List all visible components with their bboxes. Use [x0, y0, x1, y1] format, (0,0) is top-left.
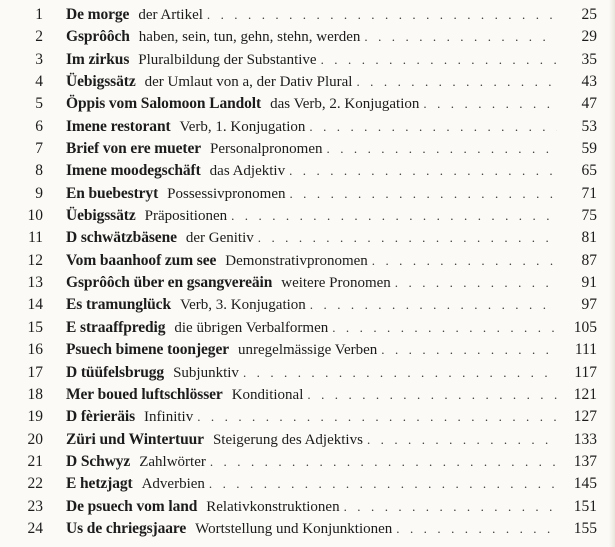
grammar-topic: Demonstrativpronomen	[225, 252, 368, 269]
page-number: 127	[573, 408, 597, 426]
lesson-number: 15	[27, 318, 43, 336]
dot-leader	[395, 272, 557, 294]
grammar-topic: Possessivpronomen	[167, 185, 286, 202]
lesson-number: 21	[27, 452, 43, 470]
toc-row	[0, 496, 615, 518]
grammar-topic: der Genitiv	[185, 230, 254, 247]
dot-leader	[310, 294, 557, 316]
page-edge-shadow	[609, 0, 615, 547]
lesson-number: 14	[27, 296, 43, 314]
toc-row	[0, 26, 615, 48]
lesson-entry	[66, 160, 559, 182]
toc-row	[0, 49, 615, 71]
lesson-title: E straaffpredig	[66, 318, 166, 336]
lesson-title: Öppis vom Salomoon Landolt	[66, 95, 262, 113]
lesson-entry	[66, 406, 559, 428]
page-number: 29	[581, 28, 597, 46]
toc-row	[0, 451, 615, 473]
lesson-number: 19	[27, 408, 43, 426]
lesson-entry	[66, 429, 559, 451]
lesson-title: Imene moodegschäft	[66, 162, 201, 180]
lesson-entry	[66, 384, 559, 406]
page-number: 35	[581, 50, 597, 68]
table-of-contents	[0, 4, 615, 540]
lesson-entry	[66, 4, 559, 26]
grammar-topic: Verb, 1. Konjugation	[179, 118, 306, 135]
lesson-entry	[66, 49, 559, 71]
lesson-entry	[66, 294, 559, 316]
toc-row	[0, 339, 615, 361]
toc-row	[0, 138, 615, 160]
lesson-number: 18	[27, 385, 43, 403]
grammar-topic: Verb, 3. Konjugation	[179, 297, 306, 314]
lesson-number: 3	[35, 50, 43, 68]
page-number: 53	[581, 117, 597, 135]
lesson-title: D Schwyz	[66, 452, 131, 470]
lesson-title: De morge	[66, 6, 130, 23]
toc-row	[0, 93, 615, 115]
lesson-number: 10	[27, 207, 43, 225]
lesson-title: Üebigssätz	[66, 207, 136, 225]
lesson-title: En buebestryt	[66, 184, 159, 202]
lesson-number: 8	[35, 162, 43, 180]
lesson-entry	[66, 138, 559, 160]
page-number: 145	[573, 475, 597, 493]
grammar-topic: Personalpronomen	[210, 141, 323, 158]
lesson-title: Gsprôôch über en gsangvereäin	[66, 274, 273, 292]
page-number: 117	[574, 363, 597, 381]
lesson-number: 5	[35, 95, 43, 113]
grammar-topic: das Verb, 2. Konjugation	[270, 96, 420, 113]
lesson-entry	[66, 205, 559, 227]
page-number: 59	[581, 140, 597, 158]
grammar-topic: der Umlaut von a, der Dativ Plural	[144, 74, 353, 91]
dot-leader	[423, 93, 557, 115]
dot-leader	[231, 205, 557, 227]
lesson-title: De psuech vom land	[66, 497, 198, 515]
lesson-entry	[66, 451, 559, 473]
lesson-title: Im zirkus	[66, 50, 130, 68]
dot-leader	[344, 496, 557, 518]
lesson-number: 24	[27, 519, 43, 537]
lesson-number: 4	[35, 73, 43, 91]
lesson-title: D fèrieräis	[66, 408, 136, 426]
lesson-entry	[66, 116, 559, 138]
lesson-number: 16	[27, 341, 43, 359]
page-number: 47	[581, 95, 597, 113]
page-number: 121	[573, 385, 597, 403]
page-number: 137	[573, 452, 597, 470]
lesson-entry	[66, 473, 559, 495]
toc-row	[0, 71, 615, 93]
toc-row	[0, 4, 615, 26]
dot-leader	[372, 250, 557, 272]
page-number: 71	[581, 184, 597, 202]
page-number: 87	[581, 251, 597, 269]
toc-row	[0, 183, 615, 205]
lesson-title: Mer boued luftschlösser	[66, 385, 223, 403]
toc-row	[0, 406, 615, 428]
grammar-topic: das Adjektiv	[209, 163, 286, 180]
toc-row	[0, 362, 615, 384]
dot-leader	[210, 451, 557, 473]
lesson-title: Us de chriegsjaare	[66, 519, 187, 537]
page-number: 111	[574, 341, 597, 359]
dot-leader	[367, 429, 557, 451]
toc-row	[0, 227, 615, 249]
grammar-topic: Subjunktiv	[173, 364, 239, 381]
grammar-topic: Relativkonstruktionen	[206, 498, 340, 515]
page-number: 65	[581, 162, 597, 180]
grammar-topic: haben, sein, tun, gehn, stehn, werden	[138, 29, 361, 46]
lesson-number: 22	[27, 475, 43, 493]
lesson-entry	[66, 496, 559, 518]
dot-leader	[381, 339, 557, 361]
lesson-entry	[66, 362, 559, 384]
lesson-number: 17	[27, 363, 43, 381]
grammar-topic: Wortstellung und Konjunktionen	[195, 520, 393, 537]
dot-leader	[209, 473, 557, 495]
lesson-number: 6	[35, 117, 43, 135]
lesson-title: E hetzjagt	[66, 475, 133, 493]
dot-leader	[309, 116, 557, 138]
dot-leader	[258, 227, 557, 249]
grammar-topic: Zahlwörter	[139, 453, 206, 470]
lesson-title: D tüüfelsbrugg	[66, 363, 165, 381]
page-number: 97	[581, 296, 597, 314]
lesson-title: Üebigssätz	[66, 73, 136, 91]
lesson-entry	[66, 518, 559, 540]
dot-leader	[207, 4, 557, 26]
dot-leader	[197, 406, 557, 428]
grammar-topic: Adverbien	[141, 476, 205, 493]
dot-leader	[307, 384, 557, 406]
lesson-title: Es tramunglück	[66, 296, 171, 314]
lesson-number: 9	[35, 184, 43, 202]
grammar-topic: Pluralbildung der Substantive	[138, 51, 317, 68]
lesson-number: 1	[35, 6, 43, 23]
grammar-topic: Präpositionen	[144, 208, 228, 225]
page-number: 151	[573, 497, 597, 515]
page-number: 25	[581, 6, 597, 23]
lesson-title: Züri und Wintertuur	[66, 430, 204, 448]
lesson-entry	[66, 227, 559, 249]
grammar-topic: Steigerung des Adjektivs	[212, 431, 363, 448]
page-number: 43	[581, 73, 597, 91]
lesson-title: Gsprôôch	[66, 28, 130, 46]
grammar-topic: weitere Pronomen	[281, 275, 391, 292]
grammar-topic: die übrigen Verbalformen	[174, 319, 329, 336]
lesson-number: 7	[35, 140, 43, 158]
lesson-number: 12	[27, 251, 43, 269]
page-number: 133	[573, 430, 597, 448]
toc-row	[0, 160, 615, 182]
lesson-entry	[66, 339, 559, 361]
toc-row	[0, 518, 615, 540]
lesson-number: 13	[27, 274, 43, 292]
dot-leader	[327, 138, 558, 160]
lesson-entry	[66, 250, 559, 272]
grammar-topic: Konditional	[231, 386, 304, 403]
lesson-number: 20	[27, 430, 43, 448]
grammar-topic: der Artikel	[138, 7, 203, 23]
page-number: 105	[573, 318, 597, 336]
dot-leader	[289, 183, 557, 205]
page-number: 81	[581, 229, 597, 247]
dot-leader	[332, 317, 557, 339]
toc-row	[0, 250, 615, 272]
toc-row	[0, 317, 615, 339]
toc-row	[0, 116, 615, 138]
lesson-number: 11	[28, 229, 43, 247]
page-number: 75	[581, 207, 597, 225]
lesson-entry	[66, 26, 559, 48]
toc-row	[0, 205, 615, 227]
page-number: 155	[573, 519, 597, 537]
toc-row	[0, 429, 615, 451]
dot-leader	[321, 49, 557, 71]
dot-leader	[243, 362, 557, 384]
lesson-entry	[66, 272, 559, 294]
page-number: 91	[581, 274, 597, 292]
toc-row	[0, 272, 615, 294]
dot-leader	[364, 26, 557, 48]
lesson-title: Imene restorant	[66, 117, 171, 135]
lesson-title: Vom baanhoof zum see	[66, 251, 217, 269]
lesson-title: Psuech bimene toonjeger	[66, 341, 230, 359]
lesson-entry	[66, 183, 559, 205]
dot-leader	[396, 518, 557, 540]
dot-leader	[289, 160, 557, 182]
lesson-number: 2	[35, 28, 43, 46]
lesson-entry	[66, 71, 559, 93]
lesson-title: Brief von ere mueter	[66, 140, 202, 158]
toc-row	[0, 473, 615, 495]
toc-row	[0, 384, 615, 406]
lesson-title: D schwätzbäsene	[66, 229, 177, 247]
dot-leader	[356, 71, 557, 93]
toc-row	[0, 294, 615, 316]
lesson-entry	[66, 93, 559, 115]
grammar-topic: Infinitiv	[144, 409, 194, 426]
lesson-entry	[66, 317, 559, 339]
grammar-topic: unregelmässige Verben	[238, 342, 378, 359]
lesson-number: 23	[27, 497, 43, 515]
